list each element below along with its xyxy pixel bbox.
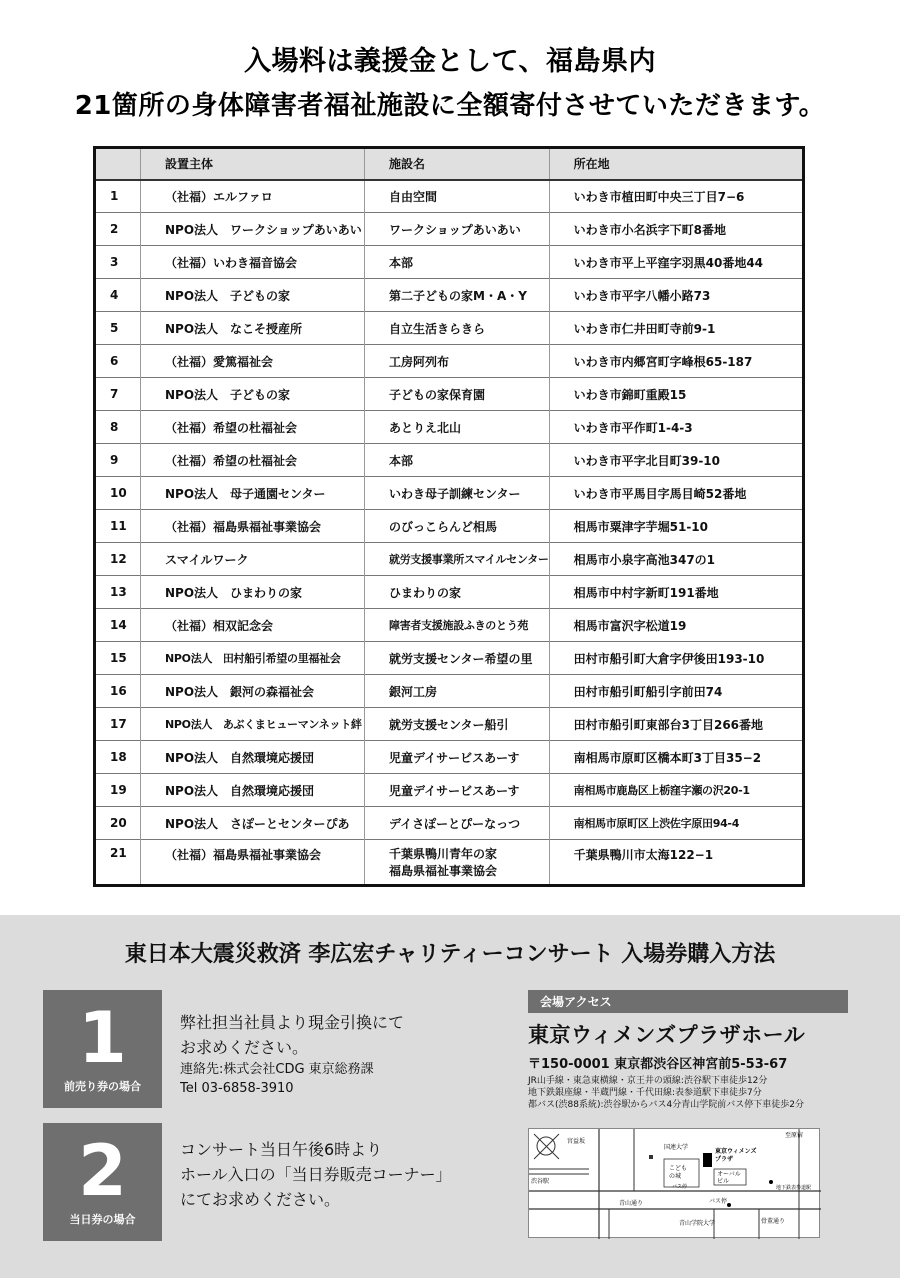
row-org: NPO法人 子どもの家 (141, 378, 365, 411)
step-1-tel: Tel 03-6858-3910 (180, 1081, 294, 1096)
row-address: 田村市船引町船引字前田74 (549, 675, 803, 708)
header-no (95, 148, 141, 180)
table-row (95, 510, 804, 543)
row-address: 南相馬市原町区橋本町3丁目35−2 (549, 741, 803, 774)
row-facility: デイさぽーとぴーなっつ (365, 807, 550, 840)
route-bus: 都バス(渋88系統):渋谷駅からバス4分青山学院前バス停下車徒歩2分 (528, 1100, 804, 1110)
row-facility: 就労支援事業所スマイルセンター (365, 543, 550, 576)
route-subway: 地下鉄銀座線・半蔵門線・千代田線:表参道駅下車徒歩7分 (528, 1088, 762, 1098)
map-label-bus2: バス停 (709, 1198, 728, 1205)
map-drawing (529, 1129, 821, 1239)
row-address: いわき市仁井田町寺前9-1 (549, 312, 803, 345)
map-label-kodomo2: の城 (669, 1173, 682, 1180)
headline-line-1: 入場料は義援金として、福島県内 (244, 46, 656, 77)
row-facility: 児童デイサービスあーす (365, 741, 550, 774)
step-2-line3: にてお求めください。 (180, 1190, 341, 1209)
step-1-line2: お求めください。 (180, 1038, 309, 1057)
row-address: いわき市平字八幡小路73 (549, 279, 803, 312)
row-address: 相馬市粟津字芋堀51-10 (549, 510, 803, 543)
headline-line-2: 21箇所の身体障害者福祉施設に全額寄付させていただきます。 (74, 91, 826, 121)
row-no: 10 (95, 477, 141, 510)
row-facility: あとりえ北山 (365, 411, 550, 444)
table-header-row (95, 148, 804, 180)
row-facility-line1: 千葉県鴨川青年の家 (389, 847, 498, 861)
row-facility: いわき母子訓練センター (365, 477, 550, 510)
row-facility (365, 840, 550, 886)
map-label-miyamasu: 宮益坂 (567, 1138, 586, 1145)
row-facility: 自由空間 (365, 180, 550, 213)
row-org: NPO法人 自然環境応援団 (141, 774, 365, 807)
row-org: NPO法人 あぶくまヒューマンネット絆 (141, 708, 365, 741)
row-org: NPO法人 母子通園センター (141, 477, 365, 510)
row-no: 19 (95, 774, 141, 807)
row-no: 8 (95, 411, 141, 444)
row-no: 2 (95, 213, 141, 246)
map-label-kodomo1: こども (669, 1165, 688, 1172)
map-label-venue1: 東京ウィメンズ (715, 1148, 757, 1155)
headline (0, 40, 900, 128)
row-facility: 障害者支援施設ふきのとう苑 (365, 609, 550, 642)
venue-access (528, 990, 848, 1278)
map-subway (769, 1180, 773, 1184)
row-address: 相馬市小泉字高池347の1 (549, 543, 803, 576)
row-facility: 本部 (365, 444, 550, 477)
row-address: 田村市船引町大倉字伊後田193-10 (549, 642, 803, 675)
row-no: 3 (95, 246, 141, 279)
row-address: いわき市平作町1-4-3 (549, 411, 803, 444)
step-1-badge (43, 990, 162, 1108)
header-address: 所在地 (549, 148, 803, 180)
table-row (95, 708, 804, 741)
row-facility: 児童デイサービスあーす (365, 774, 550, 807)
row-org: （社福）エルファロ (141, 180, 365, 213)
row-no: 15 (95, 642, 141, 675)
row-no: 6 (95, 345, 141, 378)
row-org: （社福）相双記念会 (141, 609, 365, 642)
map-label-kottou: 骨董通り (761, 1218, 786, 1225)
table-row (95, 840, 804, 886)
row-no: 9 (95, 444, 141, 477)
row-facility: 本部 (365, 246, 550, 279)
row-address: いわき市平字北目町39-10 (549, 444, 803, 477)
map-bus-stop (727, 1203, 731, 1207)
row-org: NPO法人 田村船引希望の里福祉会 (141, 642, 365, 675)
row-org: （社福）希望の杜福祉会 (141, 411, 365, 444)
row-address: 千葉県鴨川市太海122−1 (549, 840, 803, 886)
table-row (95, 246, 804, 279)
row-facility: 第二子どもの家M・A・Y (365, 279, 550, 312)
table-row (95, 411, 804, 444)
table-row (95, 378, 804, 411)
row-no: 13 (95, 576, 141, 609)
map-label-top: 至原宿 (785, 1132, 804, 1139)
table-body (95, 180, 804, 886)
step-2-caption: 当日券の場合 (69, 1213, 136, 1226)
row-facility: のびっこらんど相馬 (365, 510, 550, 543)
row-org: NPO法人 さぽーとセンターぴあ (141, 807, 365, 840)
row-org: NPO法人 銀河の森福祉会 (141, 675, 365, 708)
row-org: （社福）福島県福祉事業協会 (141, 510, 365, 543)
row-no: 17 (95, 708, 141, 741)
step-2-text (180, 1137, 452, 1212)
step-1-text (180, 1010, 404, 1098)
step-2-number: 2 (78, 1130, 127, 1212)
table-row (95, 477, 804, 510)
table-row (95, 180, 804, 213)
facility-table (93, 146, 805, 887)
step-2-line2: ホール入口の「当日券販売コーナー」 (180, 1165, 452, 1184)
table-row (95, 279, 804, 312)
row-no: 1 (95, 180, 141, 213)
table-row (95, 543, 804, 576)
step-1-caption: 前売り券の場合 (64, 1080, 141, 1093)
table-row (95, 609, 804, 642)
row-facility: ワークショップあいあい (365, 213, 550, 246)
map-label-venue2: プラザ (715, 1156, 734, 1163)
row-no: 7 (95, 378, 141, 411)
row-address: 田村市船引町東部台3丁目266番地 (549, 708, 803, 741)
table-row (95, 576, 804, 609)
map-label-oval1: オーバル (717, 1171, 741, 1178)
map-label-omotesando: 地下鉄表参道駅 (776, 1185, 812, 1191)
map-marker (649, 1155, 653, 1159)
purchase-section (0, 915, 900, 1278)
row-address: いわき市平馬目字馬目崎52番地 (549, 477, 803, 510)
row-facility: 子どもの家保育園 (365, 378, 550, 411)
row-org: （社福）希望の杜福祉会 (141, 444, 365, 477)
row-org: NPO法人 自然環境応援団 (141, 741, 365, 774)
row-facility: 自立生活きらきら (365, 312, 550, 345)
row-address: 南相馬市鹿島区上栃窪字瀬の沢20-1 (549, 774, 803, 807)
access-tag: 会場アクセス (528, 990, 848, 1013)
row-no: 5 (95, 312, 141, 345)
table-row (95, 345, 804, 378)
table-row (95, 774, 804, 807)
table-row (95, 312, 804, 345)
map-venue-marker (703, 1153, 712, 1167)
row-facility: 就労支援センター船引 (365, 708, 550, 741)
row-address: いわき市錦町重殿15 (549, 378, 803, 411)
row-address: 南相馬市原町区上渋佐字原田94-4 (549, 807, 803, 840)
row-no: 11 (95, 510, 141, 543)
table-row (95, 807, 804, 840)
venue-name: 東京ウィメンズプラザホール (528, 1023, 806, 1047)
step-1-contact: 連絡先:株式会社CDG 東京総務課 (180, 1062, 374, 1077)
row-address: いわき市平上平窪字羽黒40番地44 (549, 246, 803, 279)
row-no: 16 (95, 675, 141, 708)
row-org: NPO法人 子どもの家 (141, 279, 365, 312)
step-2-line1: コンサート当日午後6時より (180, 1140, 383, 1159)
step-1-line1: 弊社担当社員より現金引換にて (180, 1013, 405, 1032)
map-label-aoyama: 青山通り (619, 1200, 644, 1207)
row-facility: 就労支援センター希望の里 (365, 642, 550, 675)
row-address: 相馬市中村字新町191番地 (549, 576, 803, 609)
venue-address: 〒150-0001 東京都渋谷区神宮前5-53-67 (528, 1057, 788, 1072)
row-address: いわき市小名浜字下町8番地 (549, 213, 803, 246)
route-jr: JR山手線・東急東横線・京王井の頭線:渋谷駅下車徒歩12分 (528, 1076, 768, 1086)
row-org: NPO法人 ワークショップあいあい (141, 213, 365, 246)
purchase-title: 東日本大震災救済 李広宏チャリティーコンサート 入場券購入方法 (124, 942, 776, 967)
header-facility: 施設名 (365, 148, 550, 180)
map-label-oval2: ビル (717, 1178, 730, 1185)
row-address: いわき市内郷宮町字峰根65-187 (549, 345, 803, 378)
table-row (95, 675, 804, 708)
access-map (528, 1128, 820, 1238)
step-2-badge (43, 1123, 162, 1241)
row-org: NPO法人 ひまわりの家 (141, 576, 365, 609)
row-facility: 銀河工房 (365, 675, 550, 708)
table-row (95, 741, 804, 774)
row-no: 14 (95, 609, 141, 642)
row-no: 18 (95, 741, 141, 774)
row-facility: ひまわりの家 (365, 576, 550, 609)
row-org: （社福）いわき福音協会 (141, 246, 365, 279)
map-label-shibuya: 渋谷駅 (531, 1178, 550, 1185)
row-no: 21 (95, 840, 141, 886)
row-org: スマイルワーク (141, 543, 365, 576)
map-label-bus1: バス停 (672, 1184, 688, 1190)
row-address: 相馬市富沢字松道19 (549, 609, 803, 642)
row-address: いわき市植田町中央三丁目7−6 (549, 180, 803, 213)
row-facility: 工房阿列布 (365, 345, 550, 378)
row-no: 12 (95, 543, 141, 576)
row-no: 20 (95, 807, 141, 840)
map-label-aogaku: 青山学院大学 (679, 1220, 716, 1227)
venue-routes (528, 1075, 848, 1111)
table-row (95, 444, 804, 477)
table-row (95, 642, 804, 675)
row-no: 4 (95, 279, 141, 312)
table-row (95, 213, 804, 246)
row-org: NPO法人 なこそ授産所 (141, 312, 365, 345)
step-1-number: 1 (78, 997, 127, 1079)
row-org: （社福）愛篤福祉会 (141, 345, 365, 378)
header-org: 設置主体 (141, 148, 365, 180)
row-org: （社福）福島県福祉事業協会 (141, 840, 365, 886)
map-label-univ: 国連大学 (664, 1144, 689, 1151)
row-facility-line2: 福島県福祉事業協会 (389, 864, 498, 878)
